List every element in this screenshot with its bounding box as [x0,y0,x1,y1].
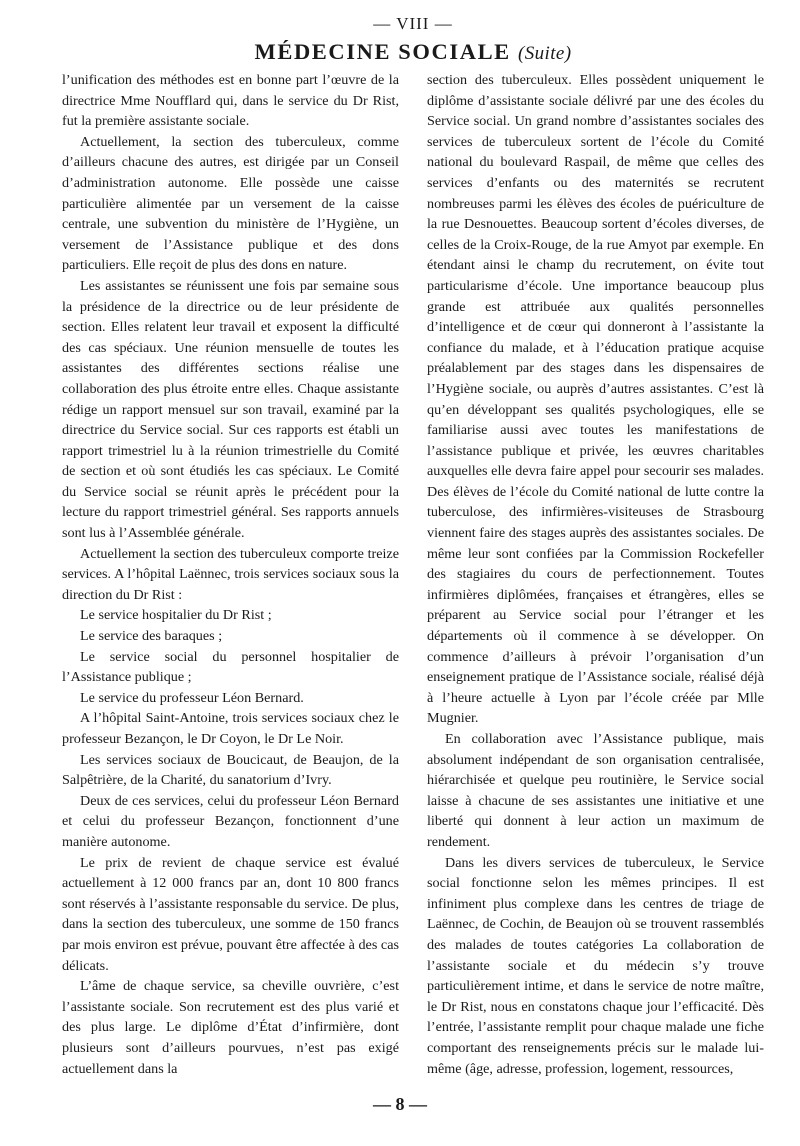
paragraph: section des tuberculeux. Elles possèdent uniquement le diplôme d’assistante sociale délivré par une des écoles du Service social. Un grand nombre d’assistantes sociales des services de tuberculeux sortent de l’école du Comité national du boulevard Raspail, de même que celles des services d’enfants ou des maternités se recrutent nombreuses parmi les élèves des écoles de puériculture de la rue Desnouettes. Beaucoup sortent d’écoles diverses, de celles de la Croix-Rouge, de la rue Amyot par exemple. En étendant ainsi le champ du recrutement, on évite tout particularisme d’école. Une importance beaucoup plus grande est attribuée aux qualités personnelles d’intelligence et de cœur qui donneront à l’assistante la confiance du malade, et à l’éducation pratique acquise préalablement par des stages dans les dispensaires de l’Hygiène sociale, ou auprès d’autres assistantes. C’est là qu’en développant ses qualités psychologiques, elle se familiarise aussi avec toutes les manifestations de l’assistance publique et privée, les œuvres charitables auxquelles elle devra faire appel pour secourir ses malades. Des élèves de l’école du Comité national de lutte contre la tuberculose, des infirmières-visiteuses de Strasbourg viennent faire des stages auprès des assistantes sociales. De même leur sont confiées par la Commission Rockefeller des stagiaires du cours de perfectionnement. Toutes infirmières diplômées, françaises et étrangères, elles se préparent au Service social pour l’étranger et les départements où il commence à se développer. On commence d’ailleurs à prévoir l’organisation d’un enseignement pratique de l’Assistance sociale, réalisé déjà à l’heure actuelle à Lyon par l’école créée par Mlle Mugnier. [427,72,764,727]
paragraph: Dans les divers services de tuberculeux, le Service social fonctionne selon les mêmes principes. Il est infiniment plus complexe dans les centres de triage de Laënnec, de Cochin, de Beaujon où se trouvent rassemblés des malades de toutes catégories La collaboration de l’assistante sociale et du médecin s’y trouve particulièrement intime, et dans le service de notre maître, le Dr Rist, nous en constatons chaque jour l’efficacité. Dès l’entrée, l’assistante remplit pour chaque malade une fiche comportant des renseignements précis sur le malade lui-même (âge, adresse, profession, logement, ressources, [427,854,764,1077]
paragraph: Les services sociaux de Boucicaut, de Beaujon, de la Salpêtrière, de la Charité, du sanatorium d’Ivry. [62,751,399,789]
page-number: — 8 — [373,1094,427,1114]
paragraph: Actuellement la section des tuberculeux comporte treize services. A l’hôpital Laënnec, trois services sociaux sous la direction du Dr Rist : [62,545,399,603]
paragraph: Les assistantes se réunissent une fois par semaine sous la présidence de la directrice ou de leur présidente de section. Elles relatent leur travail et exposent la difficulté des cas spéciaux. Une réunion mensuelle de toutes les assistantes des différentes sections réalise une collaboration des plus étroite entre elles. Chaque assistante rédige un rapport mensuel sur son travail, examiné par la directrice du Service social. Sur ces rapports est établi un rapport trimestriel lu à la réunion trimestrielle du Comité de section et où sont étudiés les cas spéciaux. Le Comité du Service social se réunit après le précédent pour la lecture du rapport trimestriel général. Ses rapports annuels sont lus à l’Assemblée générale. [62,277,399,542]
paragraph: Actuellement, la section des tuberculeux, comme d’ailleurs chacune des autres, est dirigée par un Conseil d’administration autonome. Elle possède une caisse particulière alimentée par un versement de la caisse centrale, une subvention du ministère de l’Hygiène, un versement de l’Assistance publique et des dons particuliers. Elle reçoit de plus des dons en nature. [62,133,399,274]
paragraph: Le service des baraques ; [80,628,223,645]
section-title-suffix: (Suite) [518,43,572,64]
paragraph: Le service du professeur Léon Bernard. [80,689,304,706]
roman-folio: — VIII — [373,14,453,33]
text-columns [62,70,764,1079]
paragraph: Le service social du personnel hospitalier de l’Assistance publique ; [62,648,399,686]
section-title-text: MÉDECINE SOCIALE [254,39,511,64]
paragraph: Deux de ces services, celui du professeur Léon Bernard et celui du professeur Bezançon, fonctionnent d’une manière autonome. [62,792,399,850]
paragraph: L’âme de chaque service, sa cheville ouvrière, c’est l’assistante sociale. Son recrutement est des plus varié et des plus large. Le diplôme d’État d’infirmière, dont plusieurs sont d’ailleurs pourvues, n’est pas exigé actuellement dans la [62,978,399,1077]
paragraph: En collaboration avec l’Assistance publique, mais absolument indépendant de son organisation centralisée, hiérarchisée et quelque peu routinière, le Service social laisse à chacune de ses assistantes une initiative et une liberté qui donnent à leur action un maximum de rendement. [427,731,764,850]
paragraph: Le service hospitalier du Dr Rist ; [80,607,272,624]
paragraph: l’unification des méthodes est en bonne part l’œuvre de la directrice Mme Noufflard qui, dans le service du Dr Rist, fut la première assistante sociale. [62,72,399,130]
paragraph: Le prix de revient de chaque service est évalué actuellement à 12 000 francs par an, dont 10 800 francs sont réservés à l’assistante responsable du service. De plus, dans la section des tuberculeux, une somme de 150 francs par mois environ est prévue, pouvant être affectée à des cas délicats. [62,854,399,974]
left-column [62,70,399,1079]
section-title [62,38,764,68]
right-column [427,70,764,1079]
paragraph: A l’hôpital Saint-Antoine, trois services sociaux chez le professeur Bezançon, le Dr Coyon, le Dr Le Noir. [62,710,399,747]
